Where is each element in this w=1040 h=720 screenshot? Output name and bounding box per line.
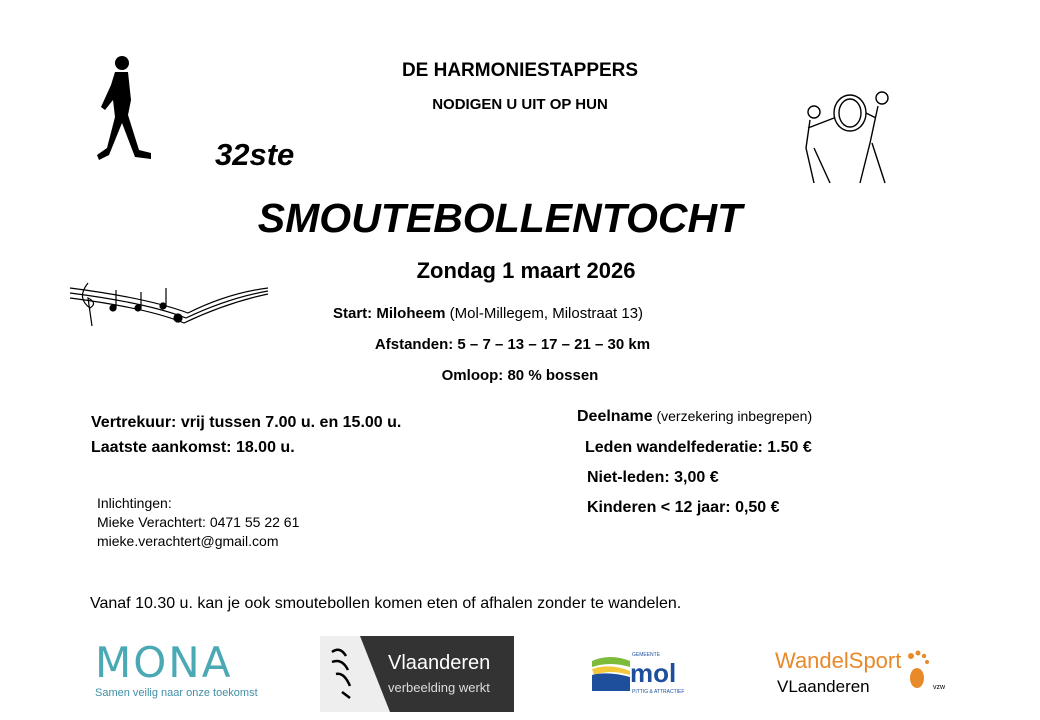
start-address: (Mol-Millegem, Milostraat 13) (445, 305, 644, 322)
mol-name: mol (630, 658, 677, 688)
price-members: Leden wandelfederatie: 1.50 € (585, 439, 812, 456)
mol-swoosh-icon (590, 655, 632, 693)
mona-logo-name: MONA (95, 638, 233, 687)
distances: Afstanden: 5 – 7 – 13 – 17 – 21 – 30 km (374, 336, 651, 353)
wandelsport-logo (775, 646, 950, 700)
vlaanderen-tagline: verbeelding werkt (388, 680, 490, 695)
mol-logo (590, 652, 700, 698)
event-date: Zondag 1 maart 2026 (416, 258, 636, 283)
price-children: Kinderen < 12 jaar: 0,50 € (587, 499, 780, 516)
contact-label: Inlichtingen: (97, 495, 172, 511)
vlaanderen-logo (320, 636, 514, 712)
music-notes-icon (68, 278, 273, 333)
vlaanderen-lion-icon (320, 636, 514, 712)
mol-tagline: PITTIG & ATTRACTIEF (632, 689, 685, 695)
wandelsport-line1: WandelSport (775, 648, 902, 673)
invite-text: NODIGEN U UIT OP HUN (432, 96, 608, 113)
wandelsport-suffix: vzw (933, 684, 946, 691)
pricing-title-text: Deelname (577, 408, 653, 425)
organizer-name: DE HARMONIESTAPPERS (401, 60, 639, 81)
start-location (333, 305, 643, 322)
start-label: Start: Miloheem (333, 305, 446, 322)
contact-phone: Mieke Verachtert: 0471 55 22 61 (97, 514, 300, 530)
mona-logo (95, 638, 265, 704)
vlaanderen-name: Vlaanderen (388, 652, 491, 674)
event-title: SMOUTEBOLLENTOCHT (257, 195, 743, 241)
contact-info (97, 494, 299, 551)
contact-email: mieke.verachtert@gmail.com (97, 533, 279, 549)
footprint-icon (903, 648, 931, 692)
mona-tagline: Samen veilig naar onze toekomst (95, 687, 258, 699)
pricing-note: (verzekering inbegrepen) (652, 408, 813, 424)
footer-note: Vanaf 10.30 u. kan je ook smoutebollen komen eten of afhalen zonder te wandelen. (90, 595, 682, 612)
route-info: Omloop: 80 % bossen (441, 367, 599, 384)
departure-time: Vertrekuur: vrij tussen 7.00 u. en 15.00 u. (91, 414, 402, 431)
pricing-title (577, 408, 812, 426)
wandelsport-line2: VLaanderen (777, 677, 870, 696)
price-non-members: Niet-leden: 3,00 € (587, 469, 719, 486)
edition: 32ste (215, 137, 295, 172)
mol-small: GEMEENTE (632, 652, 661, 658)
last-arrival: Laatste aankomst: 18.00 u. (91, 439, 295, 456)
